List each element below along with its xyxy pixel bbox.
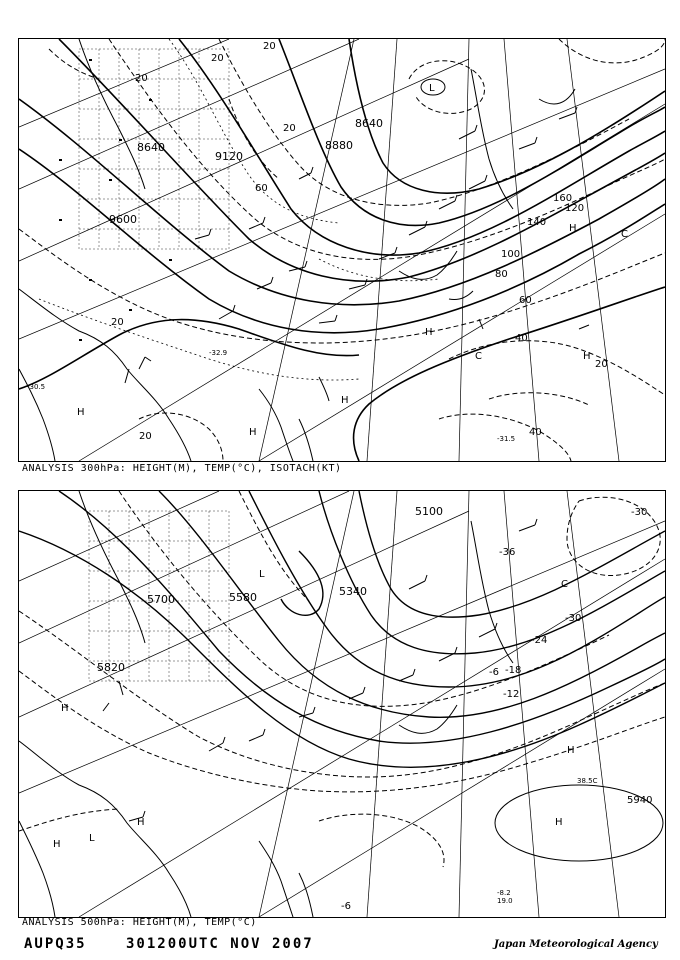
temperature-label: -36 bbox=[499, 547, 516, 558]
height-label: 8640 bbox=[355, 117, 383, 130]
station-label: -8.2 bbox=[497, 889, 511, 897]
pressure-center-label: H bbox=[53, 839, 61, 850]
map-panel-300hpa bbox=[18, 38, 666, 462]
pressure-center-label: C bbox=[621, 229, 628, 240]
isotach-label: 40 bbox=[515, 333, 528, 344]
height-label: 5100 bbox=[415, 505, 443, 518]
temperature-label: -12 bbox=[503, 689, 520, 700]
isotach-label: 140 bbox=[527, 217, 547, 228]
temperature-label: -6 bbox=[489, 667, 499, 678]
map-500hpa-canvas bbox=[19, 491, 665, 917]
temperature-label: -30 bbox=[631, 507, 648, 518]
station-label: 19.0 bbox=[497, 897, 513, 905]
pressure-center-label: C bbox=[561, 579, 568, 590]
isotach-label: 40 bbox=[529, 427, 542, 438]
isotach-label: 20 bbox=[211, 53, 224, 64]
pressure-center-label: L bbox=[89, 833, 95, 844]
pressure-center-label: H bbox=[425, 327, 433, 338]
isotach-label: 60 bbox=[519, 295, 532, 306]
isotach-label: 20 bbox=[263, 41, 276, 52]
isotach-label: 20 bbox=[135, 73, 148, 84]
isotach-label: 60 bbox=[255, 183, 268, 194]
height-label: 8640 bbox=[137, 141, 165, 154]
pressure-center-label: H bbox=[569, 223, 577, 234]
height-label: 5820 bbox=[97, 661, 125, 674]
temperature-label: -24 bbox=[531, 635, 548, 646]
pressure-center-label: L bbox=[259, 569, 265, 580]
temperature-contours bbox=[19, 491, 665, 867]
valid-time: 301200UTC NOV 2007 bbox=[126, 936, 314, 952]
map-panel-500hpa bbox=[18, 490, 666, 918]
station-label: 5940 bbox=[627, 795, 653, 806]
height-label: 8880 bbox=[325, 139, 353, 152]
isotach-label: 20 bbox=[283, 123, 296, 134]
temperature-label: -31.5 bbox=[497, 435, 516, 443]
pressure-center-label: H bbox=[583, 351, 591, 362]
height-label: 9600 bbox=[109, 213, 137, 226]
graticule-lines bbox=[19, 491, 665, 917]
pressure-center-label: H bbox=[249, 427, 257, 438]
temperature-label: -30 bbox=[565, 613, 582, 624]
wind-barbs bbox=[103, 519, 537, 821]
panel-caption-300hpa: ANALYSIS 300hPa: HEIGHT(M), TEMP(°C), ISOTACH(KT) bbox=[22, 463, 342, 474]
height-label: 9120 bbox=[215, 150, 243, 163]
height-label: 5340 bbox=[339, 585, 367, 598]
station-label: 38.5C bbox=[577, 777, 598, 785]
pressure-center-label: C bbox=[475, 351, 482, 362]
chart-id: AUPQ35 bbox=[24, 936, 87, 952]
map-300hpa-canvas bbox=[19, 39, 665, 461]
isotach-label: 80 bbox=[495, 269, 508, 280]
temperature-label: -18 bbox=[505, 665, 522, 676]
isotach-label: 100 bbox=[501, 249, 521, 260]
height-label: 5580 bbox=[229, 591, 257, 604]
panel-caption-500hpa: ANALYSIS 500hPa: HEIGHT(M), TEMP(°C) bbox=[22, 917, 257, 928]
isotach-label: 160 bbox=[553, 193, 573, 204]
pressure-center-label: H bbox=[77, 407, 85, 418]
pressure-center-label: L bbox=[429, 83, 435, 94]
isotach-label: 120 bbox=[565, 203, 585, 214]
pressure-center-label: H bbox=[137, 817, 145, 828]
agency-name: Japan Meteorological Agency bbox=[494, 939, 658, 950]
temperature-label: -30.5 bbox=[27, 383, 46, 391]
pressure-center-label: H bbox=[555, 817, 563, 828]
isotach-label: 20 bbox=[595, 359, 608, 370]
isotach-label: 20 bbox=[111, 317, 124, 328]
isotach-label: 20 bbox=[139, 431, 152, 442]
temperature-label: -6 bbox=[341, 901, 351, 912]
pressure-center-label: H bbox=[567, 745, 575, 756]
temperature-label: -32.9 bbox=[209, 349, 228, 357]
height-label: 5700 bbox=[147, 593, 175, 606]
pressure-center-label: H bbox=[61, 703, 69, 714]
pressure-center-label: H bbox=[341, 395, 349, 406]
